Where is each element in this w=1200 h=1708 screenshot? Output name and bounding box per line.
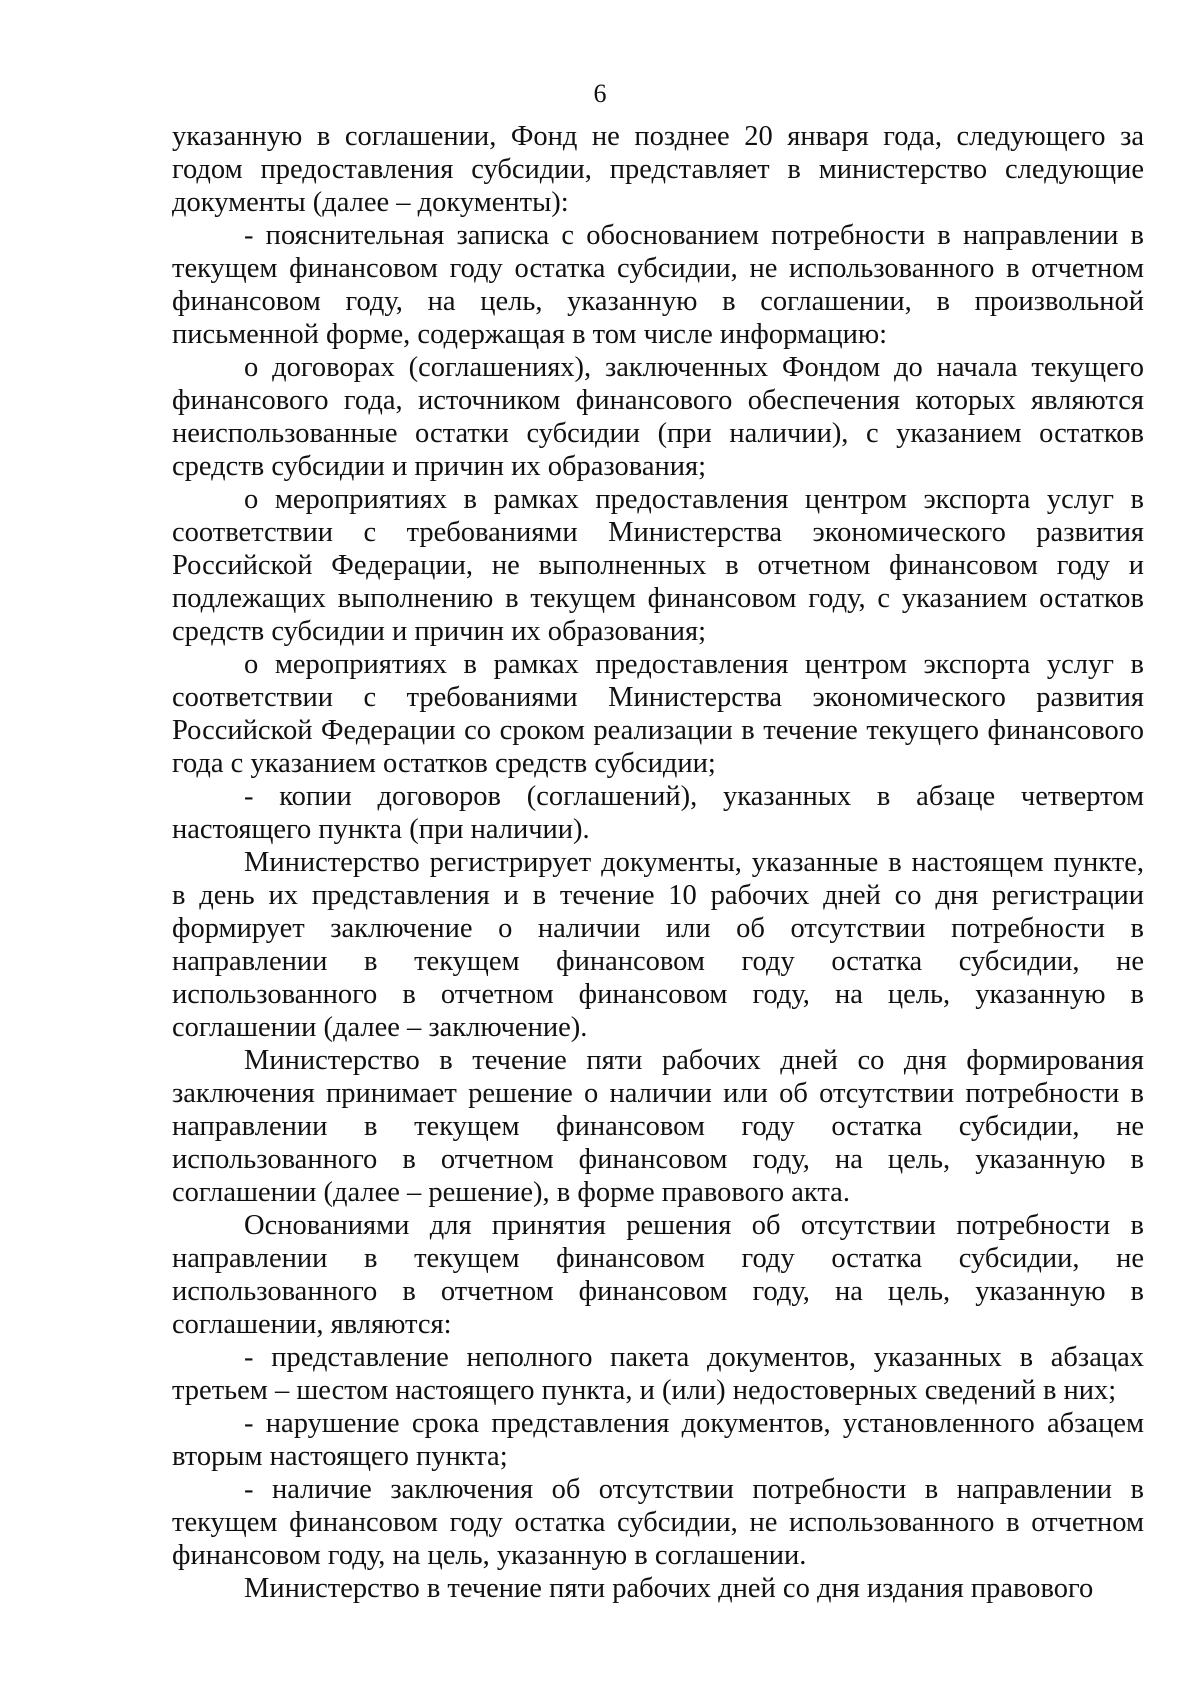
paragraph-3: о договорах (соглашениях), заключенных Фондом до начала текущего финансового года, источником финансового обеспечения которых являются неиспользованные остатки субсидии (при наличии), с указанием остатков средств субсидии и причин их образования; [172, 352, 1144, 482]
paragraph-9: Основаниями для принятия решения об отсутствии потребности в направлении в текущем финансовом году остатка субсидии, не использованного в отчетном финансовом году, на цель, указанную в соглашении, являются: [172, 1210, 1144, 1340]
paragraph-7: Министерство регистрирует документы, указанные в настоящем пункте, в день их представления и в течение 10 рабочих дней со дня регистрации формирует заключение о наличии или об отсутствии потребности в направлении в текущем финансовом году остатка субсидии, не использованного в отчетном финансовом году, на цель, указанную в соглашении (далее – заключение). [172, 847, 1144, 1043]
document-body [172, 120, 1144, 1605]
page-number: 6 [593, 79, 607, 108]
paragraph-1: указанную в соглашении, Фонд не позднее 20 января года, следующего за годом предоставления субсидии, представляет в министерство следующие документы (далее – документы): [172, 121, 1144, 218]
paragraph-4: о мероприятиях в рамках предоставления центром экспорта услуг в соответствии с требованиями Министерства экономического развития Российской Федерации, не выполненных в отчетном финансовом году и подлежащих выполнению в текущем финансовом году, с указанием остатков средств субсидии и причин их образования; [172, 484, 1144, 647]
paragraph-13: Министерство в течение пяти рабочих дней со дня издания правового [244, 1573, 1094, 1604]
paragraph-10: - представление неполного пакета документов, указанных в абзацах третьем – шестом настоящего пункта, и (или) недостоверных сведений в них; [172, 1342, 1144, 1406]
paragraph-12: - наличие заключения об отсутствии потребности в направлении в текущем финансовом году остатка субсидии, не использованного в отчетном финансовом году, на цель, указанную в соглашении. [172, 1474, 1144, 1571]
paragraph-5: о мероприятиях в рамках предоставления центром экспорта услуг в соответствии с требованиями Министерства экономического развития Российской Федерации со сроком реализации в течение текущего финансового года с указанием остатков средств субсидии; [172, 649, 1144, 779]
paragraph-2: - пояснительная записка с обоснованием потребности в направлении в текущем финансовом году остатка субсидии, не использованного в отчетном финансовом году, на цель, указанную в соглашении, в произвольной письменной форме, содержащая в том числе информацию: [172, 220, 1144, 350]
paragraph-8: Министерство в течение пяти рабочих дней со дня формирования заключения принимает решение о наличии или об отсутствии потребности в направлении в текущем финансовом году остатка субсидии, не использованного в отчетном финансовом году, на цель, указанную в соглашении (далее – решение), в форме правового акта. [172, 1045, 1144, 1208]
paragraph-6: - копии договоров (соглашений), указанных в абзаце четвертом настоящего пункта (при наличии). [172, 781, 1144, 845]
paragraph-11: - нарушение срока представления документов, установленного абзацем вторым настоящего пункта; [172, 1408, 1144, 1472]
